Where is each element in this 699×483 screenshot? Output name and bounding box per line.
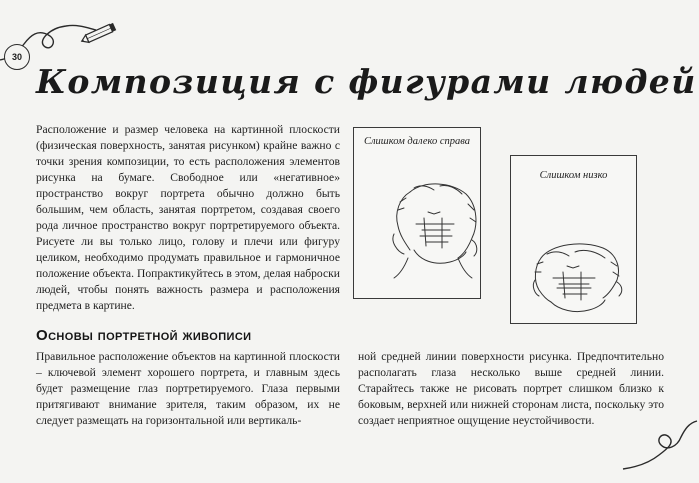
intro-paragraph: Расположение и размер человека на картинной плоскости (физическая поверхность, занятая рисунком) крайне важно с точки зрения композиции, то есть расположения элементов рисунка на бумаге. Свободное или «негативное» пространство вокруг портрета обычно должно быть большим, чем область, занятая портретом, создавая своего рода личное пространство вокруг портретируемого объекта. Рисуете ли вы только лицо, голову и плечи или фигуру целиком, необходимо продумать правильное и гармоничное положение объекта. Попрактикуйтесь в этом, делая наброски людей, чтобы понять важность размера и расположения предмета в картине.	[36, 123, 340, 312]
page-number-badge: 30	[4, 44, 30, 70]
illustration-too-low	[510, 155, 637, 324]
section-heading: Основы портретной живописи	[36, 327, 252, 344]
pencil-icon	[80, 22, 120, 44]
portrait-sketch-icon	[354, 128, 480, 298]
page-title: Композиция с фигурами людей	[36, 62, 697, 101]
body-column-right: ной средней линии поверхности рисунка. Предпочтительно располагать глаза несколько выше средней линии. Старайтесь также не рисовать портрет слишком близко к боковым, верхней или нижней сторонам листа, поскольку это создает неприятное ощущение неустойчивости.	[358, 350, 664, 427]
illustration-caption: Слишком низко	[539, 170, 608, 181]
portrait-sketch-icon	[511, 156, 636, 323]
illustration-too-far-right	[353, 127, 481, 299]
illustration-caption: Слишком далеко справа	[363, 136, 471, 147]
swirl-ornament-bottom-icon	[619, 413, 699, 483]
body-column-left: Правильное расположение объектов на картинной плоскости – ключевой элемент хорошего портрета, и главным здесь будет размещение глаз портретируемого. Глаза первыми притягивают внимание зрителя, таким образом, их не следует размещать на горизонтальной или вертикаль-	[36, 350, 340, 427]
